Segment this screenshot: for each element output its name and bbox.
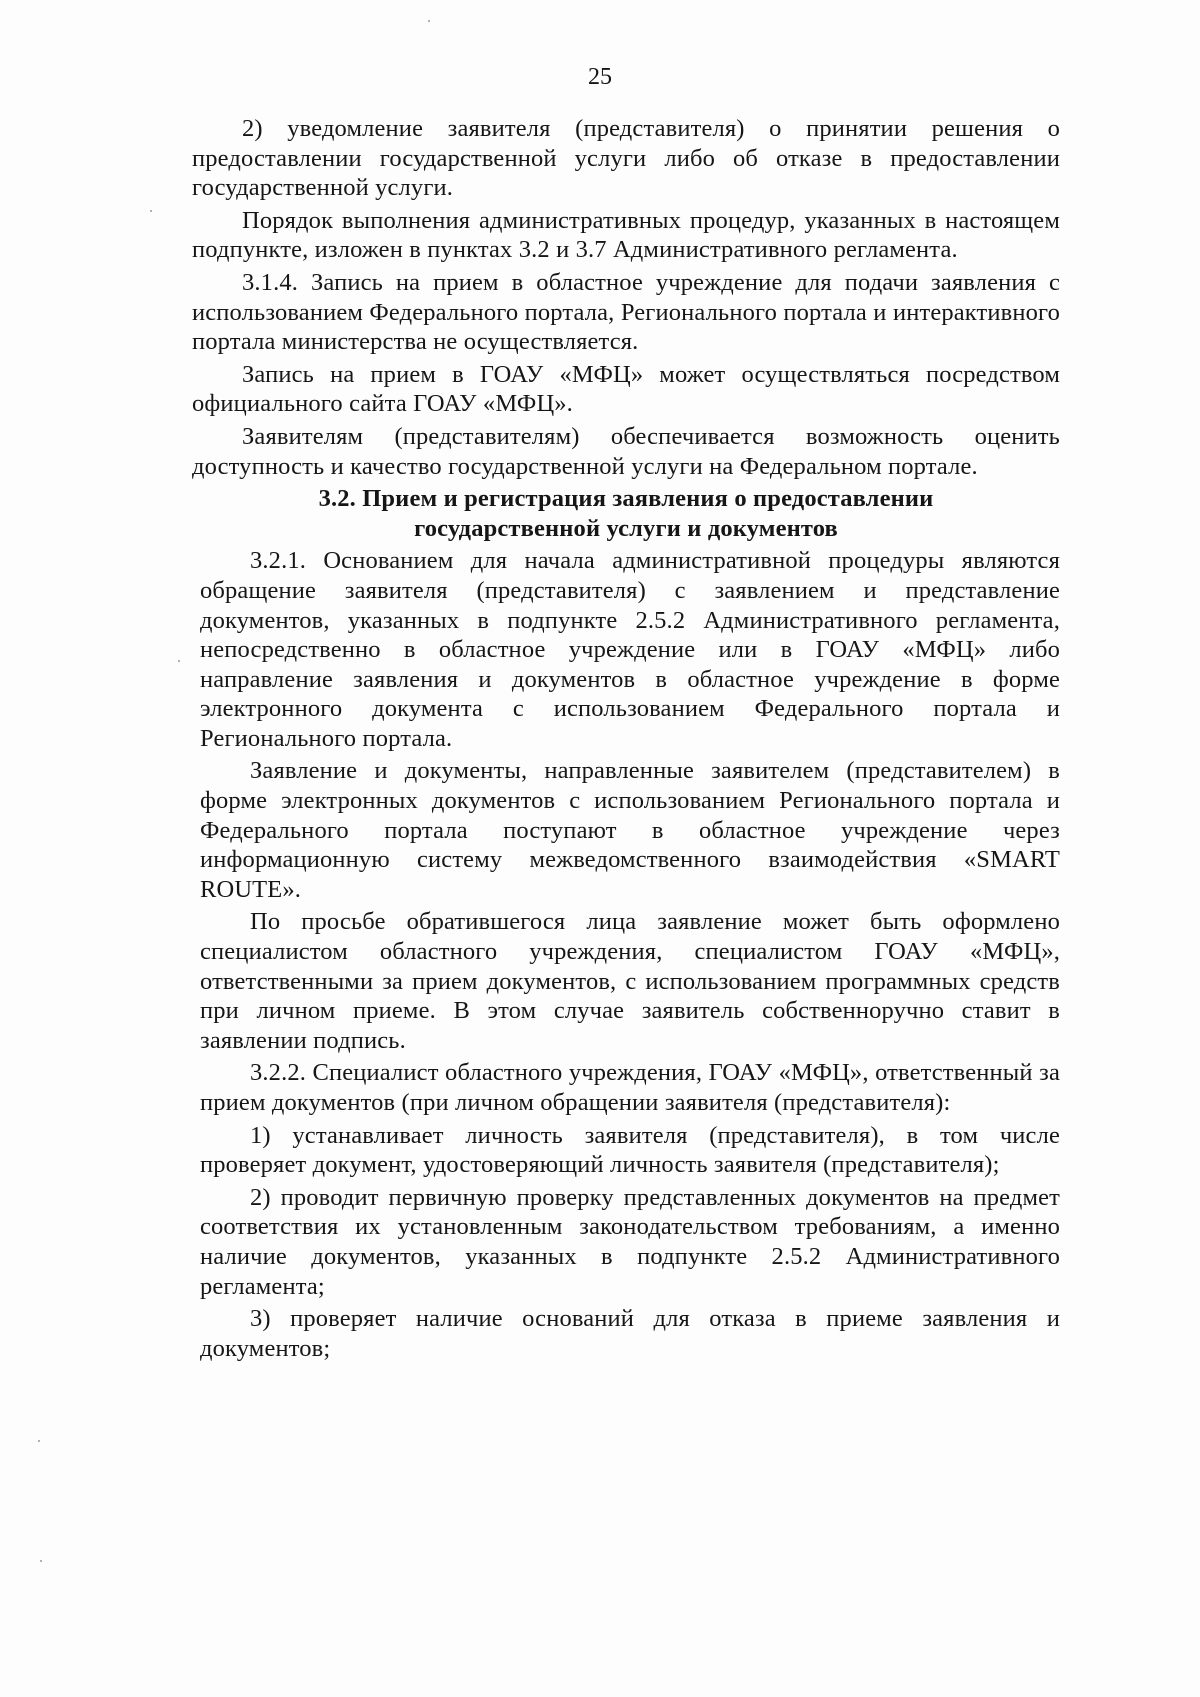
paragraph-3-2-2: 3.2.2. Специалист областного учреждения, ГОАУ «МФЦ», ответственный за прием документов (при личном обращении заявителя (представителя): — [200, 1059, 1060, 1116]
paragraph-mfc-appointment: Запись на прием в ГОАУ «МФЦ» может осуществляться посредством официального сайта ГОАУ «МФЦ». — [192, 360, 1060, 418]
list-item-3: 3) проверяет наличие оснований для отказа в приеме заявления и документов; — [200, 1305, 1060, 1362]
paragraph-notification: 2) уведомление заявителя (представителя) о принятии решения о предоставлении государственной услуги либо об отказе в предоставлении государственной услуги. — [192, 115, 1060, 202]
document-body — [192, 114, 1060, 1366]
paragraph-application-by-specialist: По просьбе обратившегося лица заявление может быть оформлено специалистом областного учреждения, специалистом ГОАУ «МФЦ», ответственными за прием документов, с использованием программных средств при личном приеме. В этом случае заявитель собственноручно ставит в заявлении подпись. — [200, 908, 1060, 1054]
section-heading-line-1: 3.2. Прием и регистрация заявления о предоставлении — [318, 485, 934, 513]
scan-speck — [428, 20, 430, 22]
scan-speck — [178, 660, 180, 662]
section-3-2-body — [200, 546, 1060, 1363]
list-item-1: 1) устанавливает личность заявителя (представителя), в том числе проверяет документ, удостоверяющий личность заявителя (представителя); — [200, 1121, 1060, 1179]
section-heading-line-2: государственной услуги и документов — [414, 514, 838, 542]
scan-speck — [38, 1440, 40, 1442]
section-heading-3-2 — [192, 484, 1060, 543]
paragraph-quality-evaluation: Заявителям (представителям) обеспечивается возможность оценить доступность и качество государственной услуги на Федеральном портале. — [192, 422, 1060, 480]
paragraph-3-2-1: 3.2.1. Основанием для начала административной процедуры являются обращение заявителя (представителя) с заявлением и представление документов, указанных в подпункте 2.5.2 Административного регламента, непосредственно в областное учреждение или в ГОАУ «МФЦ» либо направление заявления и документов в областное учреждение в форме электронного документа с использованием Федерального портала и Регионального портала. — [200, 547, 1060, 752]
paragraph-3-1-4: 3.1.4. Запись на прием в областное учреждение для подачи заявления с использованием Федерального портала, Регионального портала и интерактивного портала министерства не осуществляется. — [192, 268, 1060, 356]
paragraph-electronic-documents: Заявление и документы, направленные заявителем (представителем) в форме электронных документов с использованием Регионального портала и Федерального портала поступают в областное учреждение через информационную систему межведомственного взаимодействия «SMART ROUTE». — [200, 757, 1060, 903]
list-item-2: 2) проводит первичную проверку представленных документов на предмет соответствия их установленным законодательством требованиям, а именно наличие документов, указанных в подпункте 2.5.2 Административного регламента; — [200, 1183, 1060, 1300]
scan-speck — [40, 1560, 42, 1562]
page-number: 25 — [588, 64, 612, 90]
scan-speck — [150, 210, 152, 212]
paragraph-procedure-order: Порядок выполнения административных процедур, указанных в настоящем подпункте, изложен в пунктах 3.2 и 3.7 Административного регламента. — [192, 206, 1060, 264]
